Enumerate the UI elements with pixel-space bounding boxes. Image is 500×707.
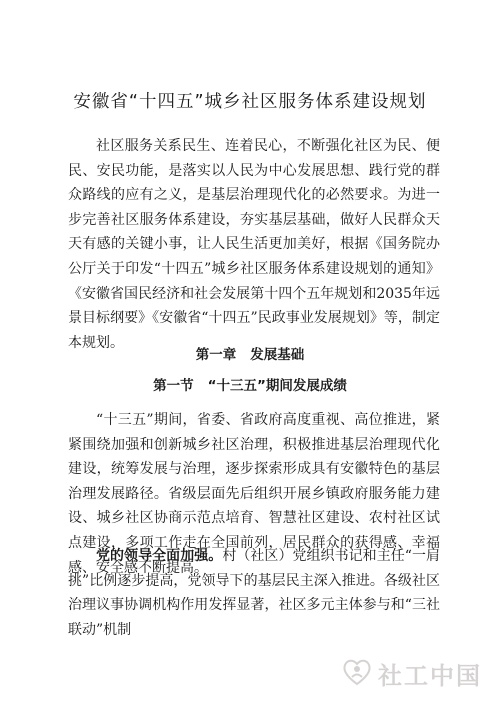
watermark-text: 社工中国 [378, 662, 482, 690]
body-paragraph-party-leadership [68, 544, 440, 642]
section-title: “十三五”期间发展成绩 [207, 378, 347, 394]
heart-logo-icon [342, 658, 372, 690]
section-number: 第一节 [153, 378, 194, 394]
chapter-title: 发展基础 [250, 347, 305, 363]
intro-paragraph: 社区服务关系民生、连着民心，不断强化社区为民、便民、安民功能，是落实以人民为中心发展思想、践行党的群众路线的应有之义，是基层治理现代化的必然要求。为进一步完善社区服务体系建设，夯实基层基础，做好人民群众天天有感的关键小事，让人民生活更加美好，根据《国务院办公厅关于印发“十四五”城乡社区服务体系建设规划的通知》《安徽省国民经济和社会发展第十四个五年规划和2035年远景目标纲要》《安徽省“十四五”民政事业发展规划》等，制定本规划。 [68, 138, 440, 351]
body-paragraph-achievements: “十三五”期间，省委、省政府高度重视、高位推进，紧紧围绕加强和创新城乡社区治理，积极推进基层治理现代化建设，统筹发展与治理，逐步探索形成具有安徽特色的基层治理发展路径。省级层面先后组织开展乡镇政府服务能力建设、城乡社区协商示范点培育、智慧社区建设、农村社区试点建设，多项工作走在全国前列，居民群众的获得感、幸福感、安全感不断提高。 [68, 412, 440, 576]
paragraph-body: 村（社区）党组织书记和主任“一肩挑”比例逐步提高，党领导下的基层民主深入推进。各级社区治理议事协调机构作用发挥显著，社区多元主体参与和“三社联动”机制 [68, 548, 440, 638]
chapter-heading [0, 343, 500, 363]
section-heading [0, 374, 500, 394]
watermark [342, 656, 482, 691]
chapter-number: 第一章 [195, 347, 237, 363]
document-title: 安徽省“十四五”城乡社区服务体系建设规划 [73, 92, 427, 112]
paragraph-lead: 党的领导全面加强。 [96, 548, 223, 564]
